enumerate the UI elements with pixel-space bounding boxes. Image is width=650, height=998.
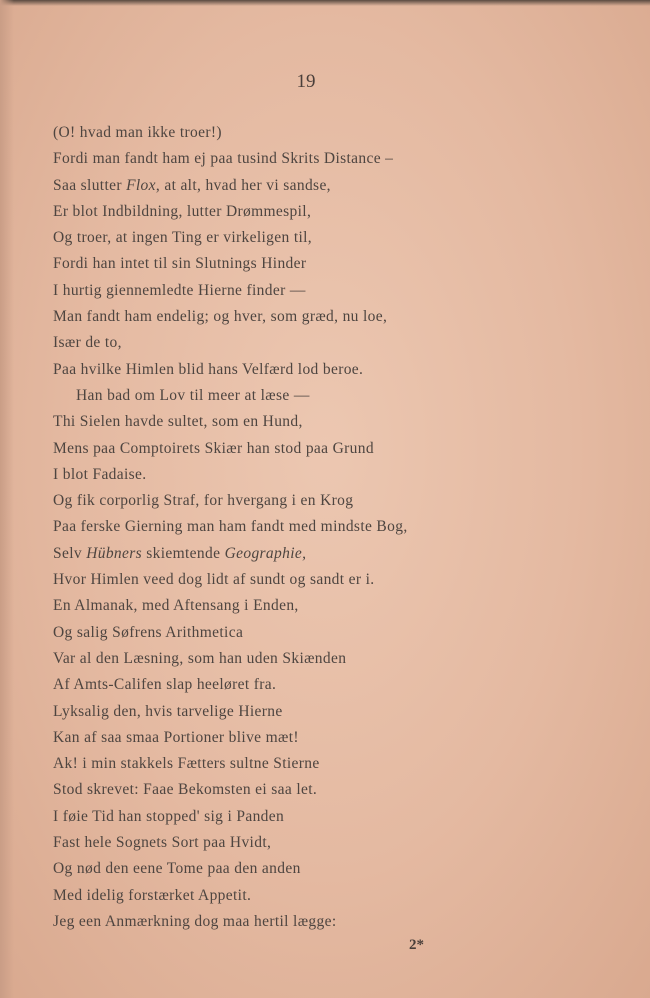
poem-line: Var al den Læsning, som han uden Skiænden — [53, 649, 347, 667]
poem-line: Og nød den eene Tome paa den anden — [53, 860, 301, 878]
poem-line: En Almanak, med Aftensang i Enden, — [53, 597, 299, 615]
poem-line: Og fik corporlig Straf, for hvergang i en Krog — [53, 492, 354, 510]
poem-line: Især de to, — [53, 334, 122, 352]
poem-line: Fordi man fandt ham ej paa tusind Skrits Distance – — [53, 150, 394, 168]
poem-line: Med idelig forstærket Appetit. — [53, 886, 252, 904]
poem-line: Kan af saa smaa Portioner blive mæt! — [53, 728, 299, 746]
poem-line: Man fandt ham endelig; og hver, som græd, nu loe, — [53, 308, 388, 326]
italic-word: Flox — [126, 176, 156, 194]
line-segment: , at alt, hvad her vi sandse, — [155, 176, 331, 194]
poem-line: Paa ferske Gierning man ham fandt med mindste Bog, — [53, 518, 408, 536]
poem-line: I føie Tid han stopped' sig i Panden — [53, 807, 285, 825]
poem-line — [53, 173, 613, 199]
poem-line: Og salig Søfrens Arithmetica — [53, 623, 244, 641]
poem-line: Thi Sielen havde sultet, som en Hund, — [53, 413, 303, 431]
poem-line: Mens paa Comptoirets Skiær han stod paa Grund — [53, 439, 374, 457]
page-left-edge — [0, 0, 14, 998]
poem-line: (O! hvad man ikke troer!) — [53, 124, 222, 141]
page-top-edge — [0, 0, 650, 6]
italic-word: Hübners — [86, 544, 143, 562]
poem-line: Er blot Indbildning, lutter Drømmespil, — [53, 202, 312, 220]
poem-line: Og troer, at ingen Ting er virkeligen til, — [53, 229, 313, 247]
poem-line: Ak! i min stakkels Fætters sultne Stierne — [53, 755, 320, 773]
poem-line: Lyksalig den, hvis tarvelige Hierne — [53, 702, 283, 720]
italic-word: Geographie, — [224, 544, 307, 562]
poem-line: I hurtig giennemledte Hierne finder — — [53, 281, 306, 299]
poem-line: Hvor Himlen veed dog lidt af sundt og sandt er i. — [53, 571, 375, 589]
poem-text — [53, 120, 613, 935]
poem-line: Fordi han intet til sin Slutnings Hinder — [53, 255, 307, 273]
poem-line: Jeg een Anmærkning dog maa hertil lægge: — [53, 912, 337, 930]
signature-mark: 2* — [409, 937, 424, 953]
page-number: 19 — [296, 71, 316, 92]
poem-line: Stod skrevet: Faae Bekomsten ei saa let. — [53, 781, 318, 799]
poem-line: Han bad om Lov til meer at læse — — [76, 386, 310, 404]
poem-line: Paa hvilke Himlen blid hans Velfærd lod beroe. — [53, 360, 364, 378]
line-segment: Saa slutter — [53, 176, 127, 194]
poem-line: Fast hele Sognets Sort paa Hvidt, — [53, 834, 272, 852]
poem-line: Af Amts-Califen slap heeløret fra. — [53, 676, 277, 694]
poem-line — [53, 541, 613, 567]
line-segment: skiemtende — [142, 544, 225, 562]
poem-line: I blot Fadaise. — [53, 465, 147, 483]
line-segment: Selv — [53, 544, 87, 562]
